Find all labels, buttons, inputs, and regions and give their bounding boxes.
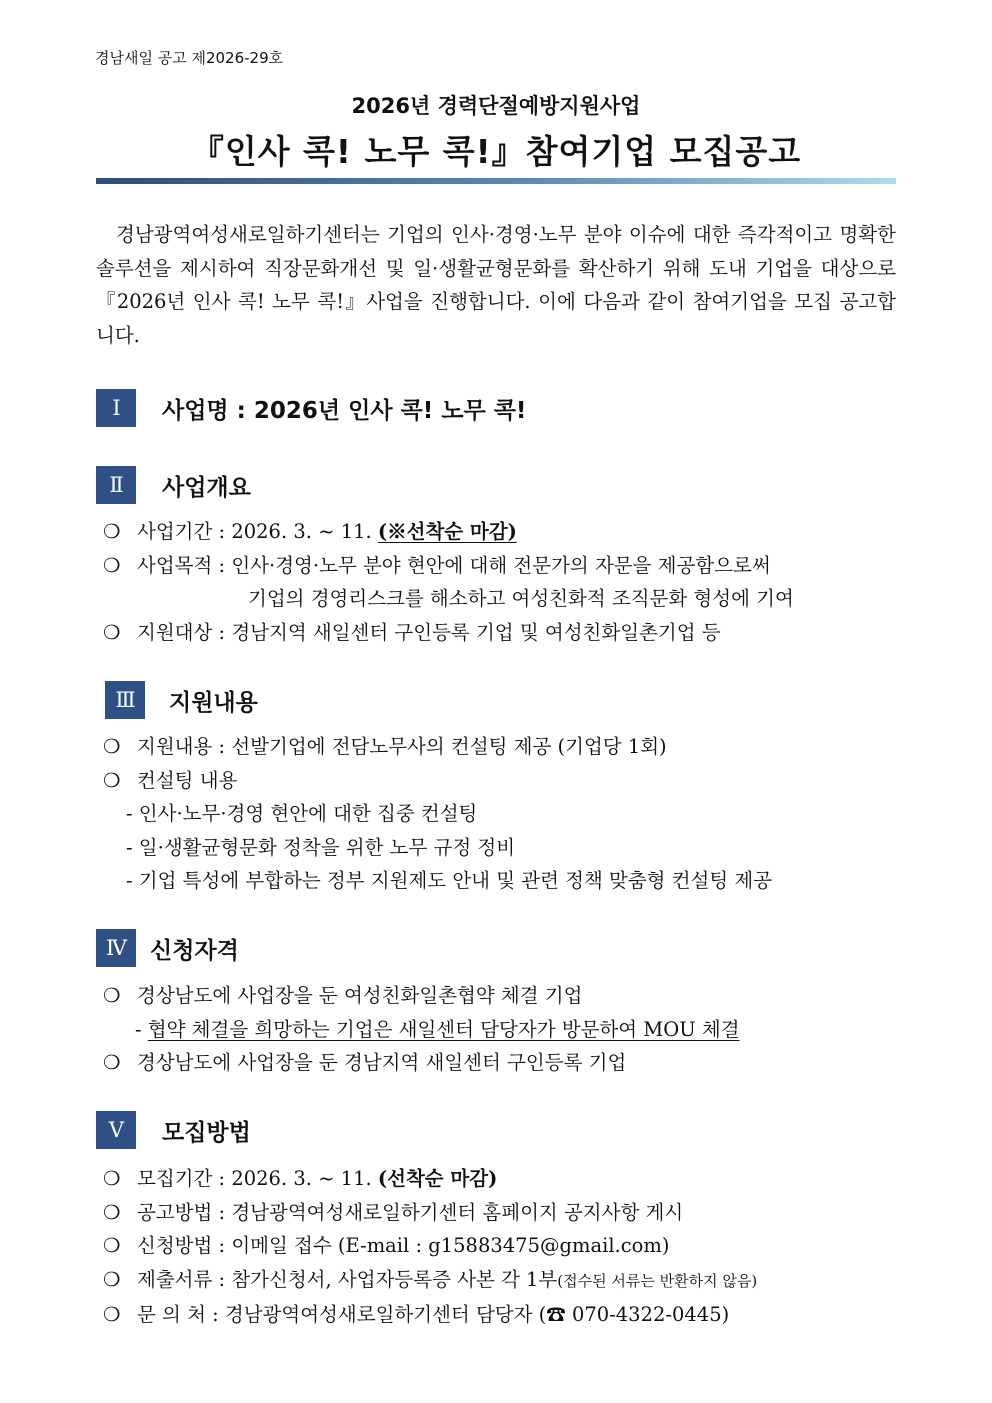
overview-target-label: 지원대상 :	[137, 621, 232, 644]
overview-purpose-line-2: 기업의 경영리스크를 해소하고 여성친화적 조직문화 형성에 기여	[248, 587, 794, 610]
section-5-title: 모집방법	[162, 1119, 251, 1146]
bullet-icon: ❍	[103, 735, 121, 758]
bullet-icon: ❍	[103, 621, 121, 644]
eligibility-item-1	[103, 980, 582, 1008]
section-1-numeral: Ⅰ	[96, 389, 136, 427]
section-2-numeral: Ⅱ	[96, 466, 136, 504]
overview-period-note: (※선착순 마감)	[377, 520, 517, 543]
section-2-title: 사업개요	[162, 474, 251, 501]
bullet-icon: ❍	[103, 1167, 121, 1190]
recruit-documents-note: (접수된 서류는 반환하지 않음)	[557, 1272, 758, 1290]
recruit-contact-text: 문 의 처 : 경남광역여성새로일하기센터 담당자 (☎ 070-4322-0445)	[137, 1303, 730, 1326]
eligibility-item-1-sub	[135, 1014, 740, 1042]
section-4-numeral: Ⅳ	[96, 929, 136, 967]
title-divider	[96, 178, 896, 184]
recruit-documents	[103, 1264, 757, 1292]
eligibility-sub-dash: -	[135, 1018, 148, 1041]
eligibility-item-2	[103, 1047, 626, 1075]
overview-target-value: 경남지역 새일센터 구인등록 기업 및 여성친화일촌기업 등	[231, 621, 721, 644]
section-4-title: 신청자격	[150, 937, 239, 964]
overview-purpose-label: 사업목적 :	[137, 554, 232, 577]
section-1-header	[96, 388, 526, 428]
title-line-1: 2026년 경력단절예방지원사업	[351, 94, 641, 118]
intro-paragraph	[96, 218, 896, 352]
recruit-documents-text: 제출서류 : 참가신청서, 사업자등록증 사본 각 1부	[137, 1268, 558, 1291]
section-5-header	[96, 1110, 251, 1150]
support-consult-title-text: 컨설팅 내용	[137, 769, 238, 792]
section-3-numeral: Ⅲ	[105, 681, 145, 719]
recruit-notice-method	[103, 1197, 683, 1225]
support-content	[103, 731, 667, 759]
notice-number: 경남새일 공고 제2026-29호	[95, 49, 284, 67]
recruit-apply-method-text: 신청방법 : 이메일 접수 (E-mail : g15883475@gmail.com)	[137, 1234, 670, 1257]
recruit-period-label: 모집기간 : 2026. 3. ~ 11.	[137, 1167, 378, 1190]
bullet-icon: ❍	[103, 1303, 121, 1326]
overview-period	[103, 516, 517, 544]
eligibility-item-2-text: 경상남도에 사업장을 둔 경남지역 새일센터 구인등록 기업	[137, 1051, 627, 1074]
intro-text: 경남광역여성새로일하기센터는 기업의 인사·경영·노무 분야 이슈에 대한 즉각적이고 명확한 솔루션을 제시하여 직장문화개선 및 일·생활균형문화를 확산하기 위해 도내 기업을 대상으로 『2026년 인사 콕! 노무 콕!』사업을 진행합니다. 이에 다음과 같이 참여기업을 모집 공고합니다.	[96, 223, 896, 347]
bullet-icon: ❍	[103, 984, 121, 1007]
bullet-icon: ❍	[103, 1201, 121, 1224]
overview-purpose-line-1: 인사·경영·노무 분야 현안에 대해 전문가의 자문을 제공함으로써	[231, 554, 771, 577]
eligibility-sub-text: 협약 체결을 희망하는 기업은 새일센터 담당자가 방문하여 MOU 체결	[147, 1018, 740, 1041]
eligibility-item-1-text: 경상남도에 사업장을 둔 여성친화일촌협약 체결 기업	[137, 984, 583, 1007]
section-4-header	[96, 928, 239, 968]
bullet-icon: ❍	[103, 520, 121, 543]
support-content-text: 지원내용 : 선발기업에 전담노무사의 컨설팅 제공 (기업당 1회)	[137, 735, 667, 758]
recruit-notice-method-text: 공고방법 : 경남광역여성새로일하기센터 홈페이지 공지사항 게시	[137, 1201, 684, 1224]
bullet-icon: ❍	[103, 554, 121, 577]
bullet-icon: ❍	[103, 769, 121, 792]
overview-period-label: 사업기간 :	[137, 520, 232, 543]
support-item-1: - 인사·노무·경영 현안에 대한 집중 컨설팅	[126, 802, 478, 825]
support-item-3: - 기업 특성에 부합하는 정부 지원제도 안내 및 관련 정책 맞춤형 컨설팅 제공	[126, 869, 773, 892]
title-line-2: 『인사 콕! 노무 콕!』참여기업 모집공고	[190, 132, 802, 171]
support-consult-title	[103, 765, 237, 793]
bullet-icon: ❍	[103, 1051, 121, 1074]
recruit-period	[103, 1163, 497, 1191]
section-3-header	[105, 680, 258, 720]
recruit-apply-method	[103, 1230, 670, 1258]
overview-period-value: 2026. 3. ~ 11.	[231, 520, 378, 543]
overview-target	[103, 617, 721, 645]
recruit-period-note: (선착순 마감)	[377, 1167, 498, 1190]
overview-purpose	[103, 550, 771, 578]
recruit-contact	[103, 1299, 729, 1327]
section-2-header	[96, 465, 251, 505]
bullet-icon: ❍	[103, 1234, 121, 1257]
bullet-icon: ❍	[103, 1268, 121, 1291]
section-1-title: 사업명 : 2026년 인사 콕! 노무 콕!	[162, 397, 527, 424]
section-5-numeral: Ⅴ	[96, 1111, 136, 1149]
support-item-2: - 일·생활균형문화 정착을 위한 노무 규정 정비	[126, 836, 516, 859]
section-3-title: 지원내용	[169, 689, 258, 716]
